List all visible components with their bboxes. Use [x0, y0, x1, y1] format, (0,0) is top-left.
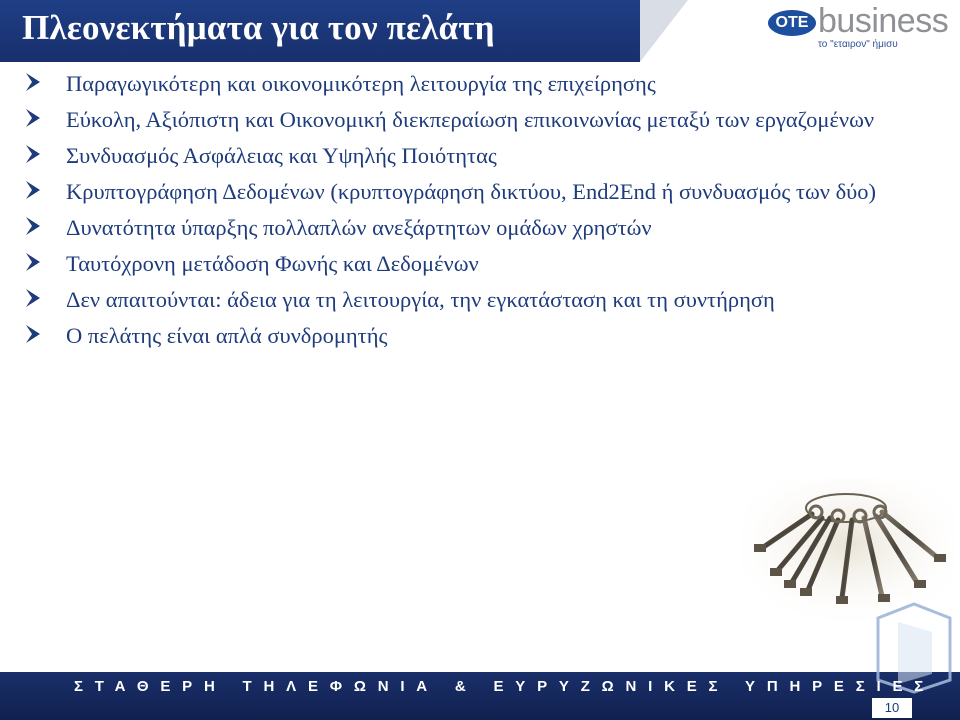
bullet-text: Ο πελάτης είναι απλά συνδρομητής [66, 323, 388, 348]
bullet-text: Εύκολη, Αξιόπιστη και Οικονομική διεκπεραίωση επικοινωνίας μεταξύ των εργαζομένων [66, 107, 875, 132]
bullet-item [24, 248, 904, 279]
bullet-item [24, 284, 904, 315]
ote-logo-mark: OTE [768, 10, 816, 36]
slide-title: Πλεονεκτήματα για τον πελάτη [22, 8, 495, 47]
arrow-bullet-icon [24, 287, 42, 309]
bullet-item [24, 212, 904, 243]
arrow-bullet-icon [24, 251, 42, 273]
bullet-item [24, 320, 904, 351]
bullet-text: Κρυπτογράφηση Δεδομένων (κρυπτογράφηση δικτύου, End2End ή συνδυασμός των δύο) [66, 179, 877, 204]
arrow-bullet-icon [24, 215, 42, 237]
ote-business-logo [768, 2, 954, 52]
arrow-bullet-icon [24, 179, 42, 201]
bullet-item [24, 104, 904, 135]
bottom-banner-text: ΣΤΑΘΕΡΗ ΤΗΛΕΦΩΝΙΑ & ΕΥΡΥΖΩΝΙΚΕΣ ΥΠΗΡΕΣΙΕΣ [74, 678, 936, 695]
bullet-text: Δυνατότητα ύπαρξης πολλαπλών ανεξάρτητων ομάδων χρηστών [66, 215, 652, 240]
arrow-bullet-icon [24, 323, 42, 345]
logo-wordmark: business [818, 2, 949, 40]
bullet-list [24, 68, 904, 356]
arrow-bullet-icon [24, 71, 42, 93]
bullet-text: Παραγωγικότερη και οικονομικότερη λειτουργία της επιχείρησης [66, 71, 656, 96]
bullet-item [24, 176, 904, 207]
arrow-bullet-icon [24, 143, 42, 165]
bullet-text: Ταυτόχρονη μετάδοση Φωνής και Δεδομένων [66, 251, 479, 276]
page-number: 10 [884, 700, 900, 715]
bullet-text: Συνδυασμός Ασφάλειας και Υψηλής Ποιότητας [66, 143, 497, 168]
bullet-item [24, 68, 904, 99]
bullet-text: Δεν απαιτούνται: άδεια για τη λειτουργία, την εγκατάσταση και τη συντήρηση [66, 287, 775, 312]
arrow-bullet-icon [24, 107, 42, 129]
bullet-item [24, 140, 904, 171]
logo-tagline: το "εταιρον" ήμισυ [818, 39, 898, 50]
title-bar-wedge [640, 0, 688, 62]
